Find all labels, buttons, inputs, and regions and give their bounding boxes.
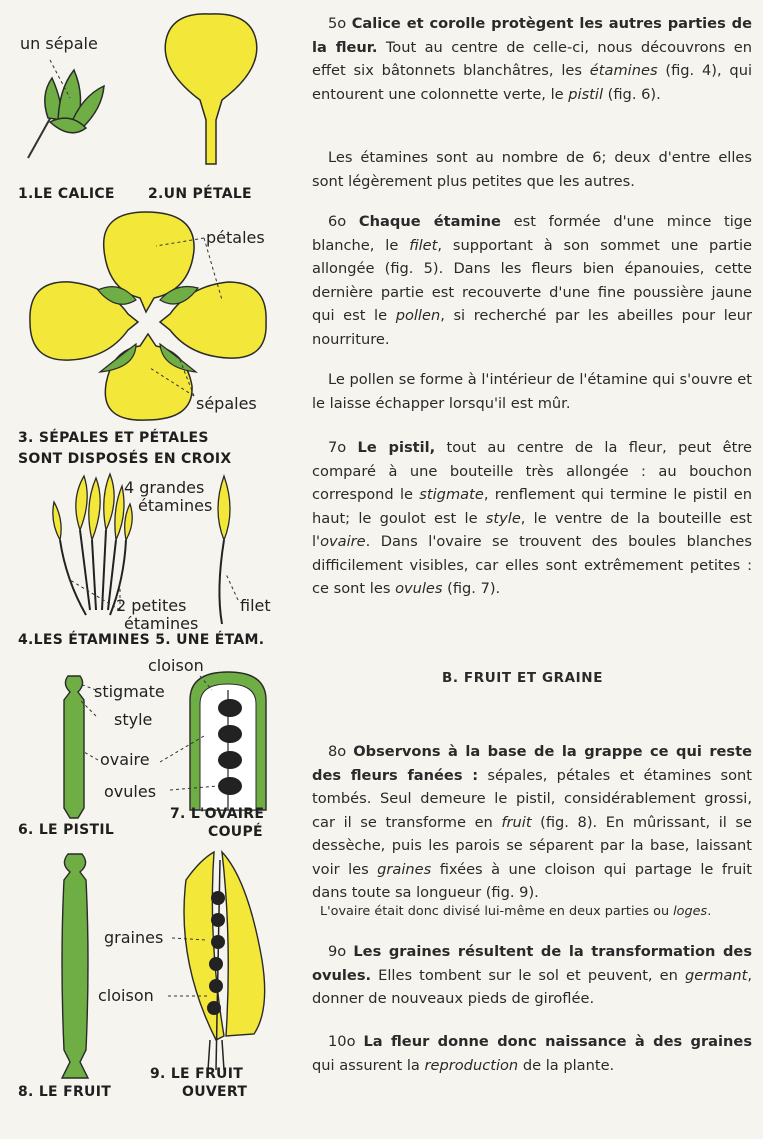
p10-heading: La fleur donne donc naissance à des graines [363,1033,753,1050]
p7-text-d: . Dans l'ovaire se trouvent des boules blanches difficilement visibles, car elles sont extrêmement petites : ce sont les [312,533,752,597]
fig8-fruit-drawing [62,854,88,1078]
fig7-caption-line2: COUPÉ [208,824,263,840]
p8-term-graines: graines [377,860,432,878]
p7-text-b: , renflement qui termine le pistil en haut; le goulot est le [312,486,752,527]
fig9-fruit-ouvert-drawing [168,852,265,1070]
p5-text-a: Tout au centre de celle-ci, nous découvrons en effet six bâtonnets blanchâtres, les [312,38,752,79]
p9-text-a: Elles tombent sur le sol et peuvent, en [371,966,685,984]
fig6-label-stigmate: stigmate [94,682,165,701]
p8-term-fruit: fruit [501,813,532,831]
p8-text-c: fixées à une cloison qui partage le fruit dans toute sa longueur (fig. 9). [312,860,752,901]
p10-text-b: de la plante. [518,1056,615,1074]
illustrations-svg [0,0,300,1139]
fig7-label-cloison: cloison [148,656,204,675]
p10-text-a: qui assurent la [312,1056,425,1074]
fig1-label-sepale: un sépale [20,34,98,53]
fig3-label-sepales: sépales [196,394,257,413]
p7-heading: Le pistil, [357,439,436,456]
fig4-label-petites-1: 2 petites [116,596,187,615]
fig3-caption-line2: SONT DISPOSÉS EN CROIX [18,451,232,467]
p7-number: 7o [328,439,347,456]
fig3-label-petales: pétales [206,228,265,247]
fig7-label-ovules: ovules [104,782,157,801]
fig45-caption: 4.LES ÉTAMINES 5. UNE ÉTAM. [18,632,265,648]
p6-text-c: , si recherché par les abeilles pour leur nourriture. [312,307,752,348]
paragraph-9 [312,940,752,1011]
fig6-label-ovaire: ovaire [100,750,150,769]
fig6-label-style: style [114,710,153,729]
fig9-caption-line2: OUVERT [182,1084,248,1100]
p5-heading: Calice et corolle protègent les autres parties de la fleur. [312,15,753,56]
p5-number: 5o [328,15,347,32]
paragraph-10 [312,1030,752,1077]
paragraph-8 [312,740,752,905]
fig5-label-filet: filet [240,596,271,615]
fig2-petale-drawing [165,14,257,164]
p6-term-filet: filet [409,236,438,254]
p7-text-a: tout au centre de la fleur, peut être comparé à une bouteille très allongée : au bouchon correspond le [312,439,753,503]
fig6-caption: 6. LE PISTIL [18,822,115,838]
fig4-label-grandes-1: 4 grandes [124,478,205,497]
p7-text-e: (fig. 7). [442,580,501,597]
fig4-label-petites-2: étamines [124,614,199,633]
p8bis-text-a: L'ovaire était donc divisé lui-même en deux parties ou [320,904,674,919]
fig9-label-graines: graines [104,928,164,947]
p7-term-style: style [485,509,521,527]
p9-heading: Les graines résultent de la transformation des ovules. [312,943,753,984]
fig3-caption-line1: 3. SÉPALES ET PÉTALES [18,430,209,446]
p7-term-ovules: ovules [395,580,443,597]
fig5-etamine-drawing [218,476,238,624]
paragraph-5-bis: Les étamines sont au nombre de 6; deux d'entre elles sont légèrement plus petites que les autres. [312,149,752,190]
fig1-caption: 1.LE CALICE [18,186,115,202]
p5-text-c: (fig. 6). [603,85,661,103]
fig1-calice-drawing [28,60,104,158]
p8-text-b: (fig. 8). En mûrissant, il se dessèche, puis les parois se séparent par la base, laissant voir les [312,813,752,878]
paragraph-8-bis [312,902,752,922]
p8-number: 8o [328,743,347,760]
p5-text-b: (fig. 4), qui entourent une colonnette verte, le [312,62,752,103]
p9-text-b: , donner de nouveaux pieds de giroflée. [312,966,752,1007]
p10-term-reproduction: reproduction [424,1056,519,1074]
section-title: B. FRUIT ET GRAINE [442,670,604,686]
p8-heading: Observons à la base de la grappe ce qui reste des fleurs fanées : [312,743,752,784]
paragraph-7 [312,436,752,601]
p5-term-pistil: pistil [568,85,604,103]
p9-term-germant: germant [684,966,748,984]
fig7-caption-line1: 7. L'OVAIRE [170,806,265,822]
p7-term-ovaire: ovaire [320,533,366,550]
fig9-label-cloison: cloison [98,986,154,1005]
paragraph-6-bis: Le pollen se forme à l'intérieur de l'étamine qui s'ouvre et le laisse échapper lorsqu'il est mûr. [312,371,752,412]
fig7-ovaire-drawing [160,672,266,810]
p6-text-b: , supportant à son sommet une partie allongée (fig. 5). Dans les fleurs bien épanouies, cette dernière partie est recouverte d'une fine poussière jaune qui est le [312,236,753,324]
p7-text-c: , le ventre de la bouteille est l' [312,509,752,550]
p8-text-a: sépales, pétales et étamines sont tombés. Seul demeure le pistil, considérablement grossi, car il se transforme en [312,766,752,831]
p6-number: 6o [328,213,347,230]
p10-number: 10o [328,1033,356,1050]
fig9-caption-line1: 9. LE FRUIT [150,1066,244,1082]
illustrations-column [0,0,300,1139]
fig4-etamines-drawing [53,474,132,615]
p7-term-stigmate: stigmate [419,486,484,503]
paragraph-5 [312,12,752,106]
p8bis-text-b: . [707,904,712,919]
p6-term-pollen: pollen [395,307,441,324]
fig2-caption: 2.UN PÉTALE [148,186,252,202]
p9-number: 9o [328,943,347,960]
paragraph-6 [312,210,752,351]
fig6-pistil-drawing [64,676,98,818]
p6-text-a: est formée d'une mince tige blanche, le [312,213,753,254]
fig4-label-grandes-2: étamines [138,496,213,515]
p8bis-term-loges: loges [673,904,708,919]
fig8-caption: 8. LE FRUIT [18,1084,112,1100]
p5-term-etamines: étamines [589,62,658,79]
p6-heading: Chaque étamine [358,213,501,230]
